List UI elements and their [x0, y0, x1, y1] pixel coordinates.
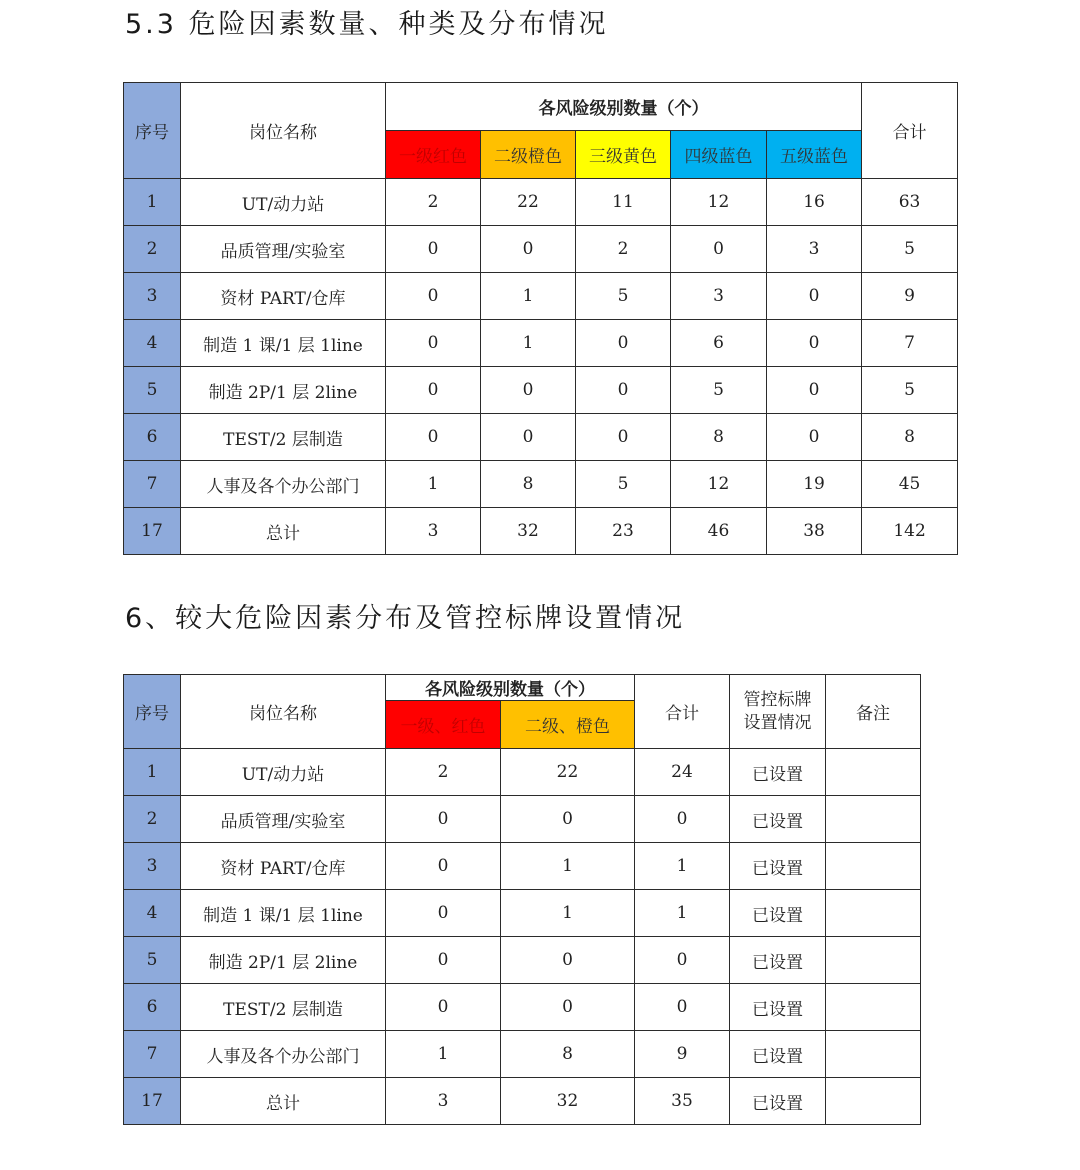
- row-remark: [826, 1078, 921, 1125]
- table-row: [124, 179, 958, 226]
- row-level-4-count: 3: [671, 273, 767, 320]
- row-total: 1: [635, 843, 730, 890]
- row-index: 4: [124, 320, 181, 367]
- row-position-name: TEST/2 层制造: [181, 414, 386, 461]
- row-signage-status: 已设置: [730, 1031, 826, 1078]
- row-total: 0: [635, 937, 730, 984]
- row-position-name: 资材 PART/仓库: [181, 273, 386, 320]
- row-total: 0: [635, 796, 730, 843]
- row-signage-status: 已设置: [730, 984, 826, 1031]
- header-signage-line1: 管控标牌: [743, 689, 812, 710]
- row-level-5-count: 0: [767, 414, 862, 461]
- row-level-1-count: 0: [386, 226, 481, 273]
- table-row: [124, 937, 921, 984]
- row-level-3-count: 5: [576, 461, 671, 508]
- row-index: 1: [124, 179, 181, 226]
- header-row: [124, 675, 921, 701]
- row-level-1-count: 0: [386, 890, 501, 937]
- table-row: [124, 367, 958, 414]
- table-row: [124, 890, 921, 937]
- row-level-5-count: 16: [767, 179, 862, 226]
- row-index: 3: [124, 843, 181, 890]
- row-level-1-count: 0: [386, 273, 481, 320]
- table-row: [124, 414, 958, 461]
- row-index: 17: [124, 1078, 181, 1125]
- row-level-2-count: 0: [501, 984, 635, 1031]
- row-level-2-count: 1: [501, 843, 635, 890]
- row-position-name: 制造 1 课/1 层 1line: [181, 320, 386, 367]
- row-index: 7: [124, 1031, 181, 1078]
- table-row: [124, 320, 958, 367]
- header-remark: 备注: [826, 675, 921, 749]
- row-level-3-count: 5: [576, 273, 671, 320]
- row-remark: [826, 749, 921, 796]
- row-level-4-count: 12: [671, 461, 767, 508]
- row-level-3-count: 0: [576, 414, 671, 461]
- row-total: 63: [862, 179, 958, 226]
- major-risk-signage-table: [123, 674, 921, 1125]
- row-level-1-count: 0: [386, 843, 501, 890]
- row-level-5-count: 38: [767, 508, 862, 555]
- table-row: [124, 226, 958, 273]
- row-level-2-count: 32: [501, 1078, 635, 1125]
- table-row: [124, 461, 958, 508]
- row-signage-status: 已设置: [730, 1078, 826, 1125]
- row-level-2-count: 0: [481, 367, 576, 414]
- row-total: 7: [862, 320, 958, 367]
- row-remark: [826, 890, 921, 937]
- row-total: 5: [862, 226, 958, 273]
- header-row: [124, 83, 958, 131]
- risk-count-table: [123, 82, 958, 555]
- row-index: 4: [124, 890, 181, 937]
- row-signage-status: 已设置: [730, 843, 826, 890]
- table-row: [124, 1031, 921, 1078]
- row-level-2-count: 0: [481, 226, 576, 273]
- row-index: 6: [124, 414, 181, 461]
- row-total: 1: [635, 890, 730, 937]
- table-row: [124, 796, 921, 843]
- row-total: 9: [862, 273, 958, 320]
- row-position-name: 品质管理/实验室: [181, 796, 386, 843]
- row-position-name: UT/动力站: [181, 179, 386, 226]
- row-level-3-count: 0: [576, 320, 671, 367]
- header-total: 合计: [862, 83, 958, 179]
- row-level-4-count: 6: [671, 320, 767, 367]
- row-remark: [826, 796, 921, 843]
- row-level-1-count: 1: [386, 461, 481, 508]
- row-level-4-count: 12: [671, 179, 767, 226]
- row-level-1-count: 1: [386, 1031, 501, 1078]
- row-level-2-count: 0: [501, 796, 635, 843]
- row-signage-status: 已设置: [730, 749, 826, 796]
- header-level-3-yellow: 三级黄色: [576, 131, 671, 179]
- row-level-1-count: 2: [386, 179, 481, 226]
- row-level-2-count: 1: [481, 273, 576, 320]
- row-level-4-count: 0: [671, 226, 767, 273]
- row-level-2-count: 8: [481, 461, 576, 508]
- row-level-2-count: 0: [481, 414, 576, 461]
- row-index: 7: [124, 461, 181, 508]
- row-level-5-count: 0: [767, 367, 862, 414]
- row-index: 17: [124, 508, 181, 555]
- row-level-1-count: 0: [386, 937, 501, 984]
- row-level-1-count: 3: [386, 508, 481, 555]
- row-level-1-count: 0: [386, 796, 501, 843]
- row-remark: [826, 1031, 921, 1078]
- row-index: 2: [124, 796, 181, 843]
- header-index: 序号: [124, 675, 181, 749]
- row-total: 45: [862, 461, 958, 508]
- header-signage-status: [730, 675, 826, 749]
- row-signage-status: 已设置: [730, 937, 826, 984]
- row-total: 8: [862, 414, 958, 461]
- header-level-4-blue: 四级蓝色: [671, 131, 767, 179]
- header-level-2-orange: 二级、橙色: [501, 701, 635, 749]
- row-level-2-count: 8: [501, 1031, 635, 1078]
- row-index: 6: [124, 984, 181, 1031]
- header-level-1-red: 一级、红色: [386, 701, 501, 749]
- row-index: 5: [124, 367, 181, 414]
- row-total: 5: [862, 367, 958, 414]
- row-position-name: 人事及各个办公部门: [181, 1031, 386, 1078]
- row-total: 35: [635, 1078, 730, 1125]
- row-position-name: 人事及各个办公部门: [181, 461, 386, 508]
- row-position-name: 总计: [181, 1078, 386, 1125]
- row-position-name: 资材 PART/仓库: [181, 843, 386, 890]
- row-level-1-count: 0: [386, 414, 481, 461]
- row-level-3-count: 23: [576, 508, 671, 555]
- row-remark: [826, 984, 921, 1031]
- row-level-5-count: 0: [767, 273, 862, 320]
- row-total: 142: [862, 508, 958, 555]
- section-title-major-risk-signage: 6、较大危险因素分布及管控标牌设置情况: [125, 603, 686, 634]
- row-level-3-count: 2: [576, 226, 671, 273]
- table-row: [124, 984, 921, 1031]
- row-level-3-count: 0: [576, 367, 671, 414]
- row-level-1-count: 0: [386, 984, 501, 1031]
- row-level-2-count: 1: [501, 890, 635, 937]
- row-level-2-count: 0: [501, 937, 635, 984]
- table-row: [124, 1078, 921, 1125]
- header-total: 合计: [635, 675, 730, 749]
- table-row: [124, 843, 921, 890]
- row-level-4-count: 46: [671, 508, 767, 555]
- row-level-2-count: 32: [481, 508, 576, 555]
- row-level-4-count: 5: [671, 367, 767, 414]
- row-total: 24: [635, 749, 730, 796]
- row-level-1-count: 2: [386, 749, 501, 796]
- header-signage-line2: 设置情况: [743, 712, 812, 733]
- header-level-2-orange: 二级橙色: [481, 131, 576, 179]
- row-index: 3: [124, 273, 181, 320]
- header-risk-group: 各风险级别数量（个）: [386, 83, 862, 131]
- row-level-4-count: 8: [671, 414, 767, 461]
- row-level-3-count: 11: [576, 179, 671, 226]
- table-row: [124, 749, 921, 796]
- section-title-risk-distribution: 5.3 危险因素数量、种类及分布情况: [125, 9, 609, 40]
- row-total: 9: [635, 1031, 730, 1078]
- header-level-1-red: 一级红色: [386, 131, 481, 179]
- row-index: 1: [124, 749, 181, 796]
- row-level-2-count: 22: [481, 179, 576, 226]
- row-position-name: 制造 1 课/1 层 1line: [181, 890, 386, 937]
- row-total: 0: [635, 984, 730, 1031]
- row-position-name: 总计: [181, 508, 386, 555]
- row-level-5-count: 0: [767, 320, 862, 367]
- row-signage-status: 已设置: [730, 796, 826, 843]
- row-level-1-count: 0: [386, 367, 481, 414]
- row-level-5-count: 19: [767, 461, 862, 508]
- row-position-name: TEST/2 层制造: [181, 984, 386, 1031]
- header-index: 序号: [124, 83, 181, 179]
- row-level-5-count: 3: [767, 226, 862, 273]
- header-level-5-blue: 五级蓝色: [767, 131, 862, 179]
- row-level-2-count: 1: [481, 320, 576, 367]
- row-position-name: 品质管理/实验室: [181, 226, 386, 273]
- row-position-name: UT/动力站: [181, 749, 386, 796]
- row-remark: [826, 937, 921, 984]
- row-level-1-count: 3: [386, 1078, 501, 1125]
- table-row: [124, 273, 958, 320]
- header-position: 岗位名称: [181, 83, 386, 179]
- row-signage-status: 已设置: [730, 890, 826, 937]
- row-index: 2: [124, 226, 181, 273]
- row-level-2-count: 22: [501, 749, 635, 796]
- row-position-name: 制造 2P/1 层 2line: [181, 367, 386, 414]
- table-row: [124, 508, 958, 555]
- row-index: 5: [124, 937, 181, 984]
- row-level-1-count: 0: [386, 320, 481, 367]
- row-remark: [826, 843, 921, 890]
- header-risk-group: 各风险级别数量（个）: [386, 675, 635, 701]
- header-position: 岗位名称: [181, 675, 386, 749]
- row-position-name: 制造 2P/1 层 2line: [181, 937, 386, 984]
